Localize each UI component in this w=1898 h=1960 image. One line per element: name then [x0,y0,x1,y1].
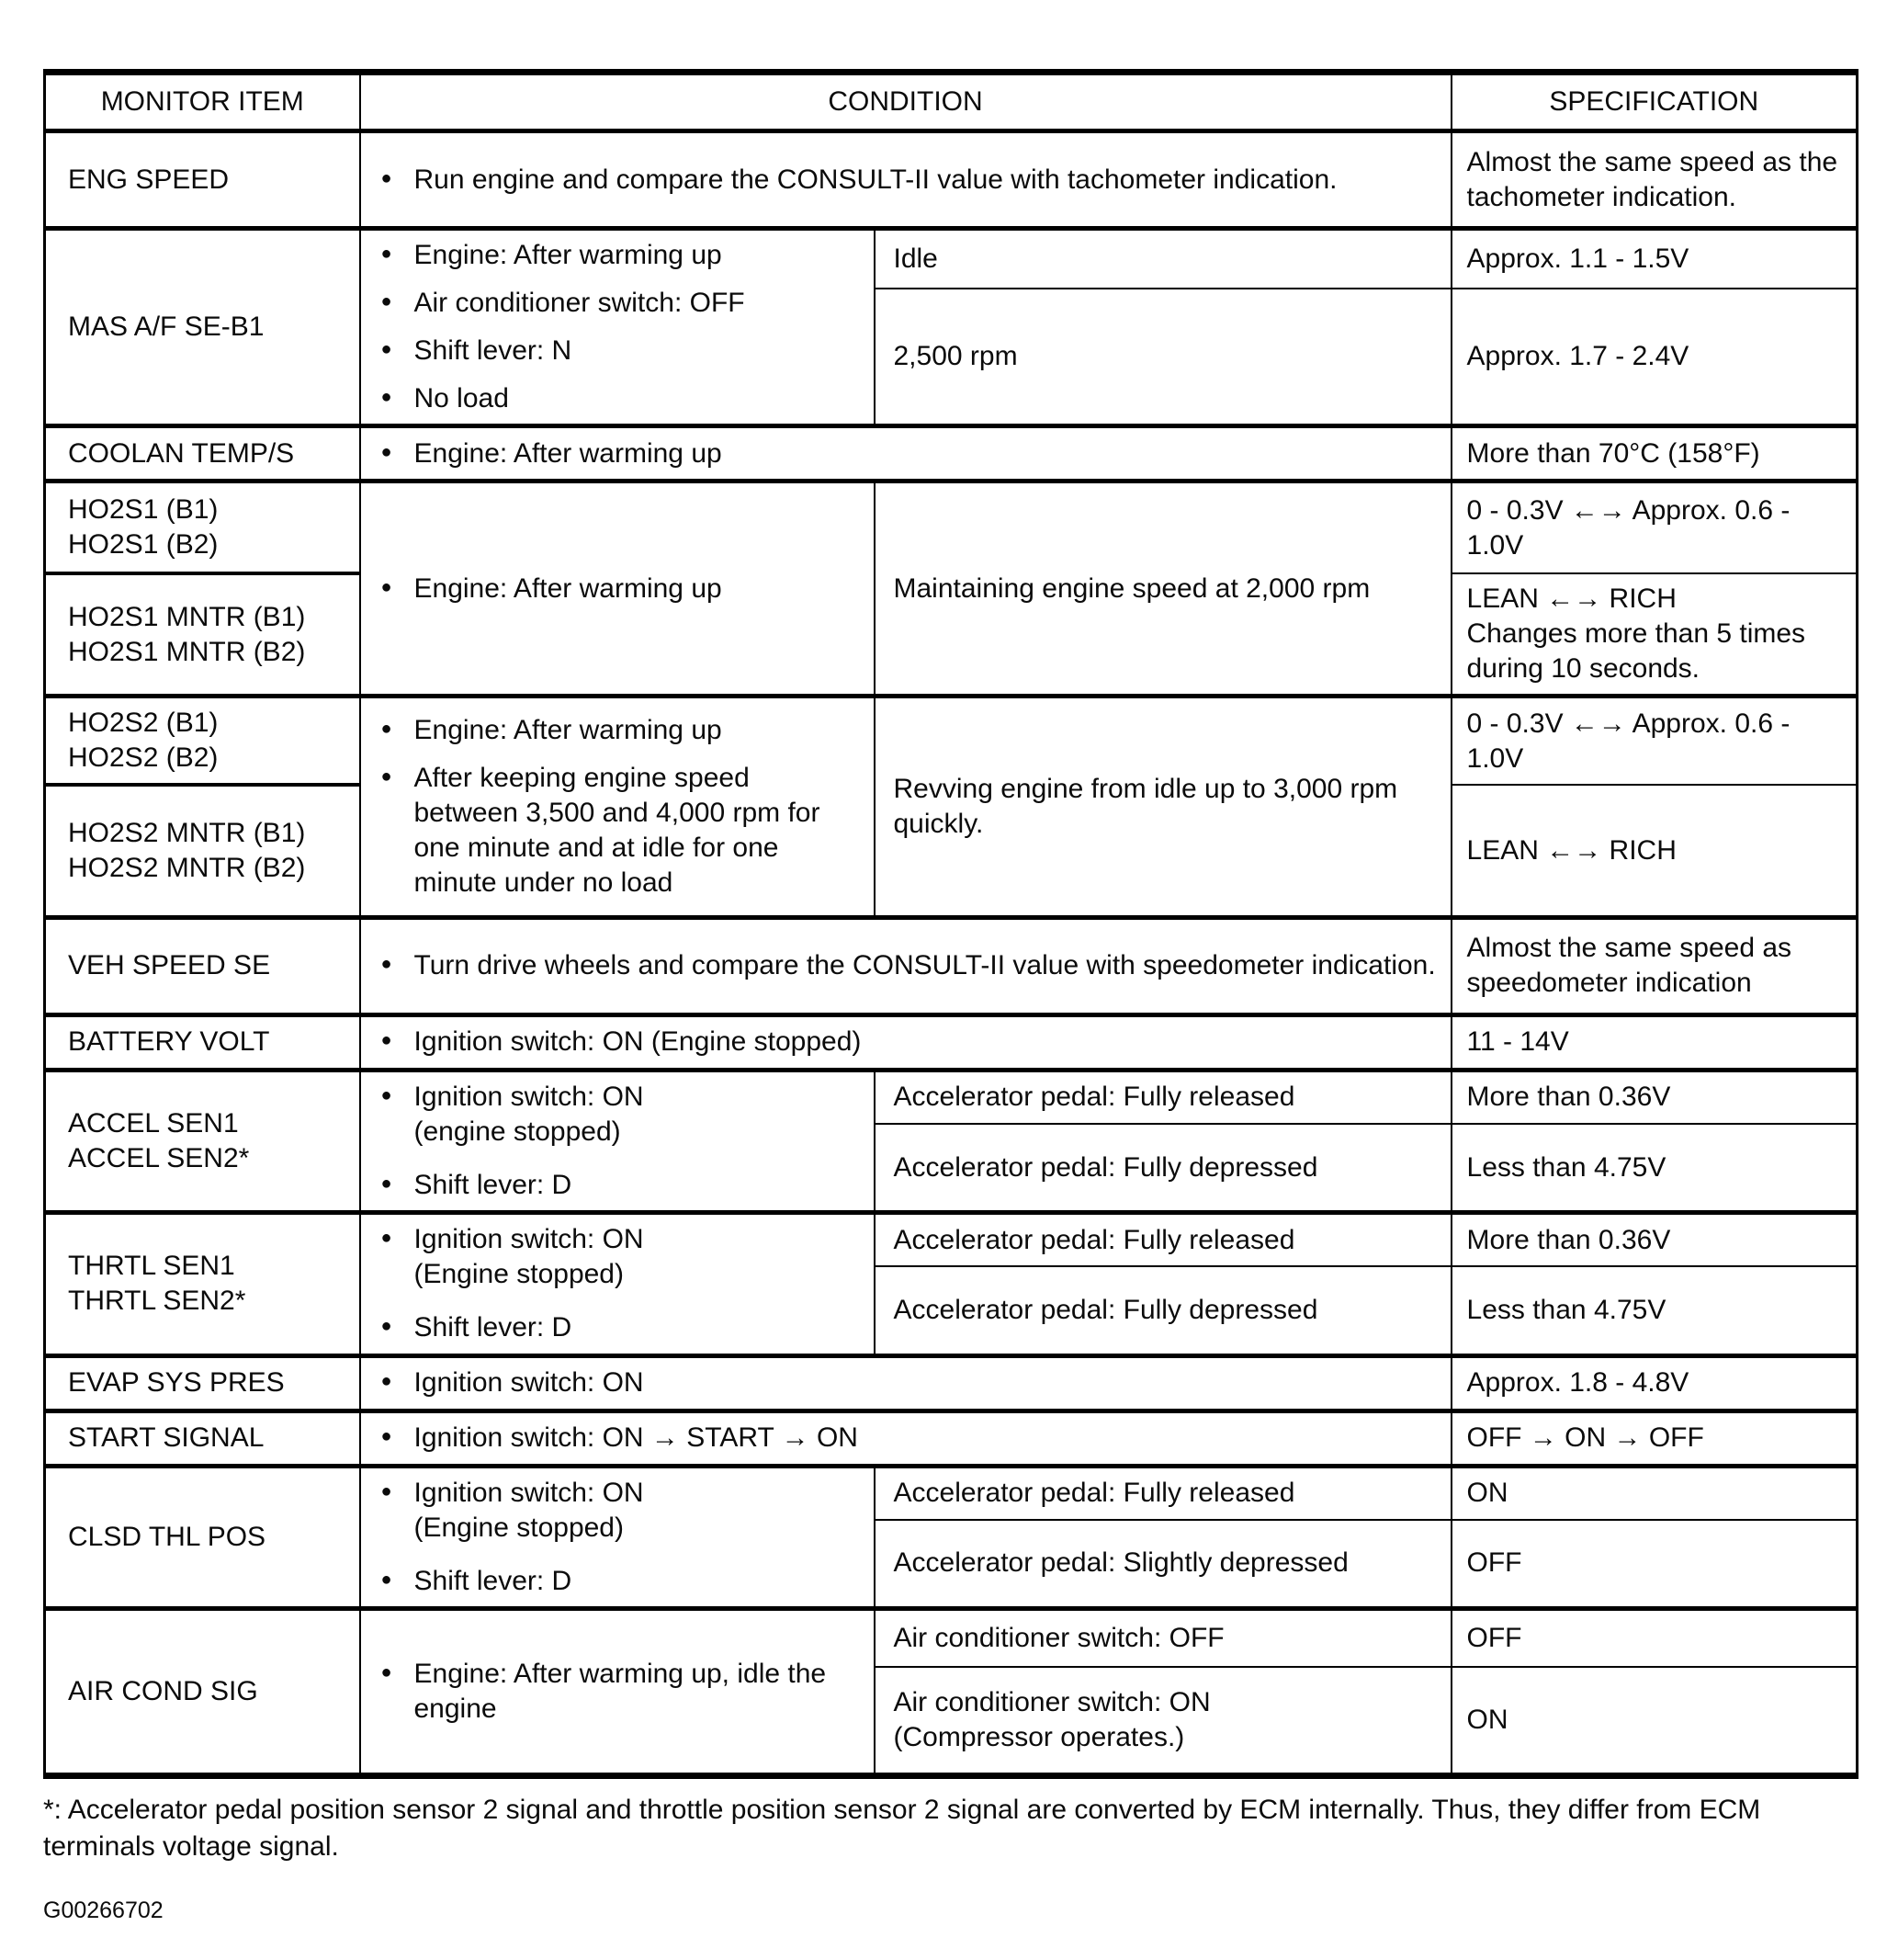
monitor-item-cell [45,697,360,786]
condition-bullet: ● Turn drive wheels and compare the CONSULT-II value with speedometer indication. [374,948,1438,983]
condition-sub-cell: Accelerator pedal: Fully released [875,1070,1452,1123]
header-condition: CONDITION [360,73,1452,131]
monitor-item-cell [45,482,360,573]
table-row-start-signal [45,1411,1858,1466]
monitor-item-cell: CLSD THL POS [45,1466,360,1608]
spec-cell: More than 0.36V [1452,1213,1858,1266]
condition-cell [360,1411,1452,1466]
monitor-item-cell: COOLAN TEMP/S [45,426,360,482]
spec-line: LEAN ←→ RICH [1466,583,1677,614]
condition-sub-cell [875,1667,1452,1775]
condition-cell [360,229,875,426]
condition-sub-cell: Idle [875,229,1452,289]
condition-cell [360,131,1452,229]
monitor-item-cell [45,1070,360,1212]
spec-cell: OFF [1452,1608,1858,1667]
condition-sub-cell: 2,500 rpm [875,289,1452,426]
table-row-veh-speed [45,917,1858,1014]
condition-bullet-group [374,1222,861,1292]
table-header-row [45,73,1858,131]
monitor-item-cell [45,785,360,917]
consult-data-monitor-table [43,69,1858,1779]
condition-bullet: ● Engine: After warming up [374,572,861,606]
monitor-item-cell: EVAP SYS PRES [45,1355,360,1411]
condition-bullet: ● After keeping engine speed between 3,500 and 4,000 rpm for one minute and at idle for one minute under no load [374,761,861,901]
condition-bullet: ● Engine: After warming up [374,436,1438,471]
header-monitor-item: MONITOR ITEM [45,73,360,131]
condition-cell [360,1466,875,1608]
spec-cell: Less than 4.75V [1452,1266,1858,1355]
monitor-item-line: THRTL SEN1 [68,1251,235,1282]
monitor-item-line: HO2S2 MNTR (B2) [68,853,306,884]
monitor-item-cell: ENG SPEED [45,131,360,229]
spec-cell: OFF [1452,1520,1858,1608]
table-row-eng-speed [45,131,1858,229]
condition-bullet: ● Ignition switch: ON → START → ON [374,1421,1438,1456]
table-row-battery-volt [45,1014,1858,1070]
monitor-item-line: HO2S2 (B1) [68,708,219,739]
condition-sub-cell: Accelerator pedal: Fully depressed [875,1266,1452,1355]
condition-cell [360,482,875,697]
condition-bullet-continuation: (engine stopped) [413,1116,621,1148]
condition-cell [360,1070,875,1212]
condition-sub-cell: Accelerator pedal: Fully released [875,1466,1452,1520]
spec-cell: 11 - 14V [1452,1014,1858,1070]
monitor-item-cell [45,573,360,697]
condition-bullet: ● Ignition switch: ON (Engine stopped) [374,1025,1438,1059]
condition-bullet: ● Air conditioner switch: OFF [374,286,861,321]
condition-bullet: ● Engine: After warming up [374,713,861,748]
condition-bullet: ● Shift lever: D [374,1168,861,1203]
monitor-item-line: HO2S1 (B1) [68,494,219,526]
spec-cell: 0 - 0.3V ←→ Approx. 0.6 - 1.0V [1452,697,1858,786]
monitor-item-line: ACCEL SEN2* [68,1143,250,1174]
condition-cell [360,697,875,918]
table-row-ho2s1 [45,482,1858,573]
condition-bullet: ● Ignition switch: ON [374,1365,1438,1400]
condition-cell [360,426,1452,482]
monitor-item-line: HO2S1 MNTR (B2) [68,636,306,667]
table-row-thrtl-sen-released [45,1213,1858,1266]
condition-bullet: ● Ignition switch: ON [374,1476,861,1511]
figure-code: G00266702 [43,1897,164,1923]
monitor-item-cell: MAS A/F SE-B1 [45,229,360,426]
monitor-item-cell: BATTERY VOLT [45,1014,360,1070]
spec-cell: Approx. 1.7 - 2.4V [1452,289,1858,426]
monitor-item-line: HO2S1 (B2) [68,529,219,561]
condition-sub-cell: Accelerator pedal: Fully released [875,1213,1452,1266]
spec-cell: Approx. 1.8 - 4.8V [1452,1355,1858,1411]
condition-sub-cell: Maintaining engine speed at 2,000 rpm [875,482,1452,697]
spec-cell: LEAN ←→ RICH [1452,785,1858,917]
condition-cell [360,1608,875,1775]
condition-cell [360,917,1452,1014]
condition-bullet: ● Run engine and compare the CONSULT-II value with tachometer indication. [374,163,1438,198]
spec-cell: ON [1452,1667,1858,1775]
monitor-item-line: ACCEL SEN1 [68,1107,239,1139]
monitor-item-cell: VEH SPEED SE [45,917,360,1014]
table-row-coolan-temp [45,426,1858,482]
condition-cell [360,1355,1452,1411]
condition-bullet: ● Shift lever: D [374,1310,861,1345]
condition-bullet: ● Shift lever: D [374,1564,861,1599]
spec-cell: More than 70°C (158°F) [1452,426,1858,482]
monitor-item-line: HO2S2 (B2) [68,742,219,774]
condition-sub-cell: Accelerator pedal: Slightly depressed [875,1520,1452,1608]
spec-cell: Almost the same speed as the tachometer indication. [1452,131,1858,229]
condition-bullet: ● Ignition switch: ON [374,1222,861,1257]
table-row-mas-af-idle [45,229,1858,289]
table-row-accel-sen-released [45,1070,1858,1123]
condition-sub-cell: Air conditioner switch: OFF [875,1608,1452,1667]
condition-bullet: ● No load [374,381,861,416]
condition-bullet: ● Ignition switch: ON [374,1080,861,1115]
monitor-item-line: HO2S2 MNTR (B1) [68,818,306,849]
spec-cell: Almost the same speed as speedometer indication [1452,917,1858,1014]
condition-bullet: ● Engine: After warming up [374,238,861,273]
table-row-ho2s2 [45,697,1858,786]
footnote-text: *: Accelerator pedal position sensor 2 signal and throttle position sensor 2 signal are converted by ECM internally. Thus, they differ from ECM terminals voltage signal. [43,1794,1761,1863]
condition-bullet-group [374,1080,861,1150]
condition-line: Air conditioner switch: ON [893,1686,1211,1717]
table-row-air-cond-off [45,1608,1858,1667]
condition-bullet-continuation: (Engine stopped) [413,1512,624,1543]
monitor-item-cell [45,1213,360,1355]
spec-cell: 0 - 0.3V ←→ Approx. 0.6 - 1.0V [1452,482,1858,573]
spec-cell [1452,573,1858,697]
condition-bullet: ● Shift lever: N [374,334,861,368]
header-specification: SPECIFICATION [1452,73,1858,131]
condition-cell [360,1014,1452,1070]
monitor-item-cell: AIR COND SIG [45,1608,360,1775]
spec-cell: ON [1452,1466,1858,1520]
monitor-item-line: THRTL SEN2* [68,1286,246,1317]
condition-bullet: ● Engine: After warming up, idle the engine [374,1657,861,1727]
monitor-item-cell: START SIGNAL [45,1411,360,1466]
spec-cell: Less than 4.75V [1452,1124,1858,1213]
spec-cell: More than 0.36V [1452,1070,1858,1123]
table-row-evap-sys-pres [45,1355,1858,1411]
condition-cell [360,1213,875,1355]
spec-cell: Approx. 1.1 - 1.5V [1452,229,1858,289]
condition-bullet-group [374,1476,861,1546]
condition-line-continuation: (Compressor operates.) [893,1722,1185,1753]
spec-line: Changes more than 5 times during 10 seconds. [1466,618,1806,685]
condition-sub-cell: Accelerator pedal: Fully depressed [875,1124,1452,1213]
table-row-clsd-thl-released [45,1466,1858,1520]
condition-bullet-continuation: (Engine stopped) [413,1259,624,1290]
condition-sub-cell: Revving engine from idle up to 3,000 rpm quickly. [875,697,1452,918]
spec-cell: OFF → ON → OFF [1452,1411,1858,1466]
monitor-item-line: HO2S1 MNTR (B1) [68,601,306,632]
